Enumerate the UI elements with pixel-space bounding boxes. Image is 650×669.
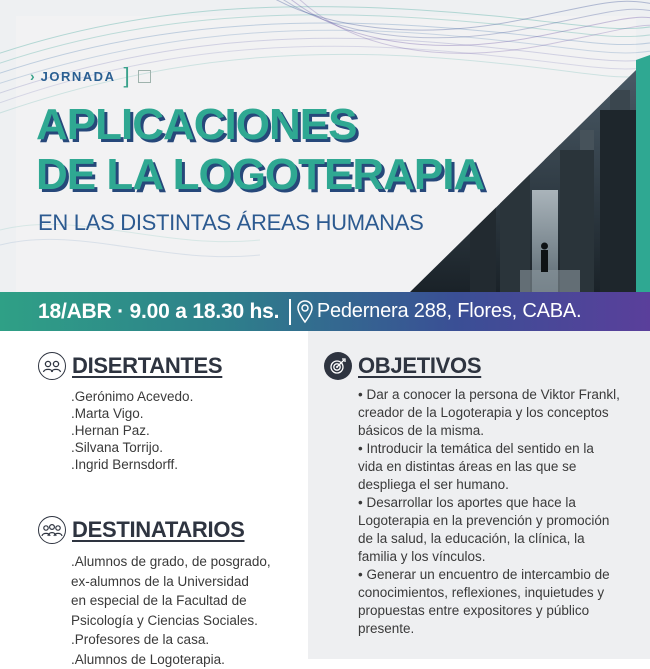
audience-icon [38,516,66,544]
date-time: 18/ABR · 9.00 a 18.30 hs. [38,300,279,324]
address: Pedernera 288, Flores, CABA. [317,300,582,323]
objectives-heading-text: OBJETIVOS [358,353,481,379]
list-item: ex-alumnos de la Universidad [71,572,271,592]
audience-heading [38,516,245,544]
location-pin-icon [297,300,313,324]
list-item: .Alumnos de Logoterapia. [71,650,271,669]
target-icon [324,352,352,380]
event-type-text: JORNADA [41,69,116,84]
info-bar [0,292,650,331]
objectives-heading [324,352,481,380]
list-item: .Alumnos de grado, de posgrado, [71,552,271,572]
list-item: • Dar a conocer la persona de Viktor Frankl, creador de la Logoterapia y los conceptos básicos de la misma. [358,386,620,440]
event-title-line1: APLICACIONES [36,100,484,150]
speakers-heading [38,352,222,380]
divider [289,299,291,325]
event-type-label [30,68,151,84]
list-item: • Desarrollar los aportes que hace la Logoterapia en la prevención y promoción de la salud, la educación, la clínica, la familia y los vínculos. [358,494,620,566]
hero-banner [0,0,650,292]
list-item: .Profesores de la casa. [71,630,271,650]
square-decoration [138,70,151,83]
list-item: .Hernan Paz. [71,422,193,439]
chevron-right-icon: › [30,68,35,84]
list-item: Psicología y Ciencias Sociales. [71,611,271,631]
list-item: • Generar un encuentro de intercambio de conocimientos, reflexiones, inquietudes y propuestas entre expositores y público presente. [358,566,620,638]
bracket-decoration: ] [123,69,129,83]
audience-list [71,552,271,669]
list-item: • Introducir la temática del sentido en la vida en distintas áreas en las que se despliega el ser humano. [358,440,620,494]
objectives-list [358,386,620,638]
event-subtitle: EN LAS DISTINTAS ÁREAS HUMANAS [38,210,423,236]
list-item: .Marta Vigo. [71,405,193,422]
event-title-line2: DE LA LOGOTERAPIA [36,150,484,200]
speakers-list [71,388,193,473]
list-item: .Ingrid Bernsdorff. [71,456,193,473]
list-item: .Silvana Torrijo. [71,439,193,456]
audience-heading-text: DESTINATARIOS [72,517,245,543]
speakers-heading-text: DISERTANTES [72,353,222,379]
list-item: en especial de la Facultad de [71,591,271,611]
speakers-icon [38,352,66,380]
list-item: .Gerónimo Acevedo. [71,388,193,405]
event-title [36,100,484,200]
